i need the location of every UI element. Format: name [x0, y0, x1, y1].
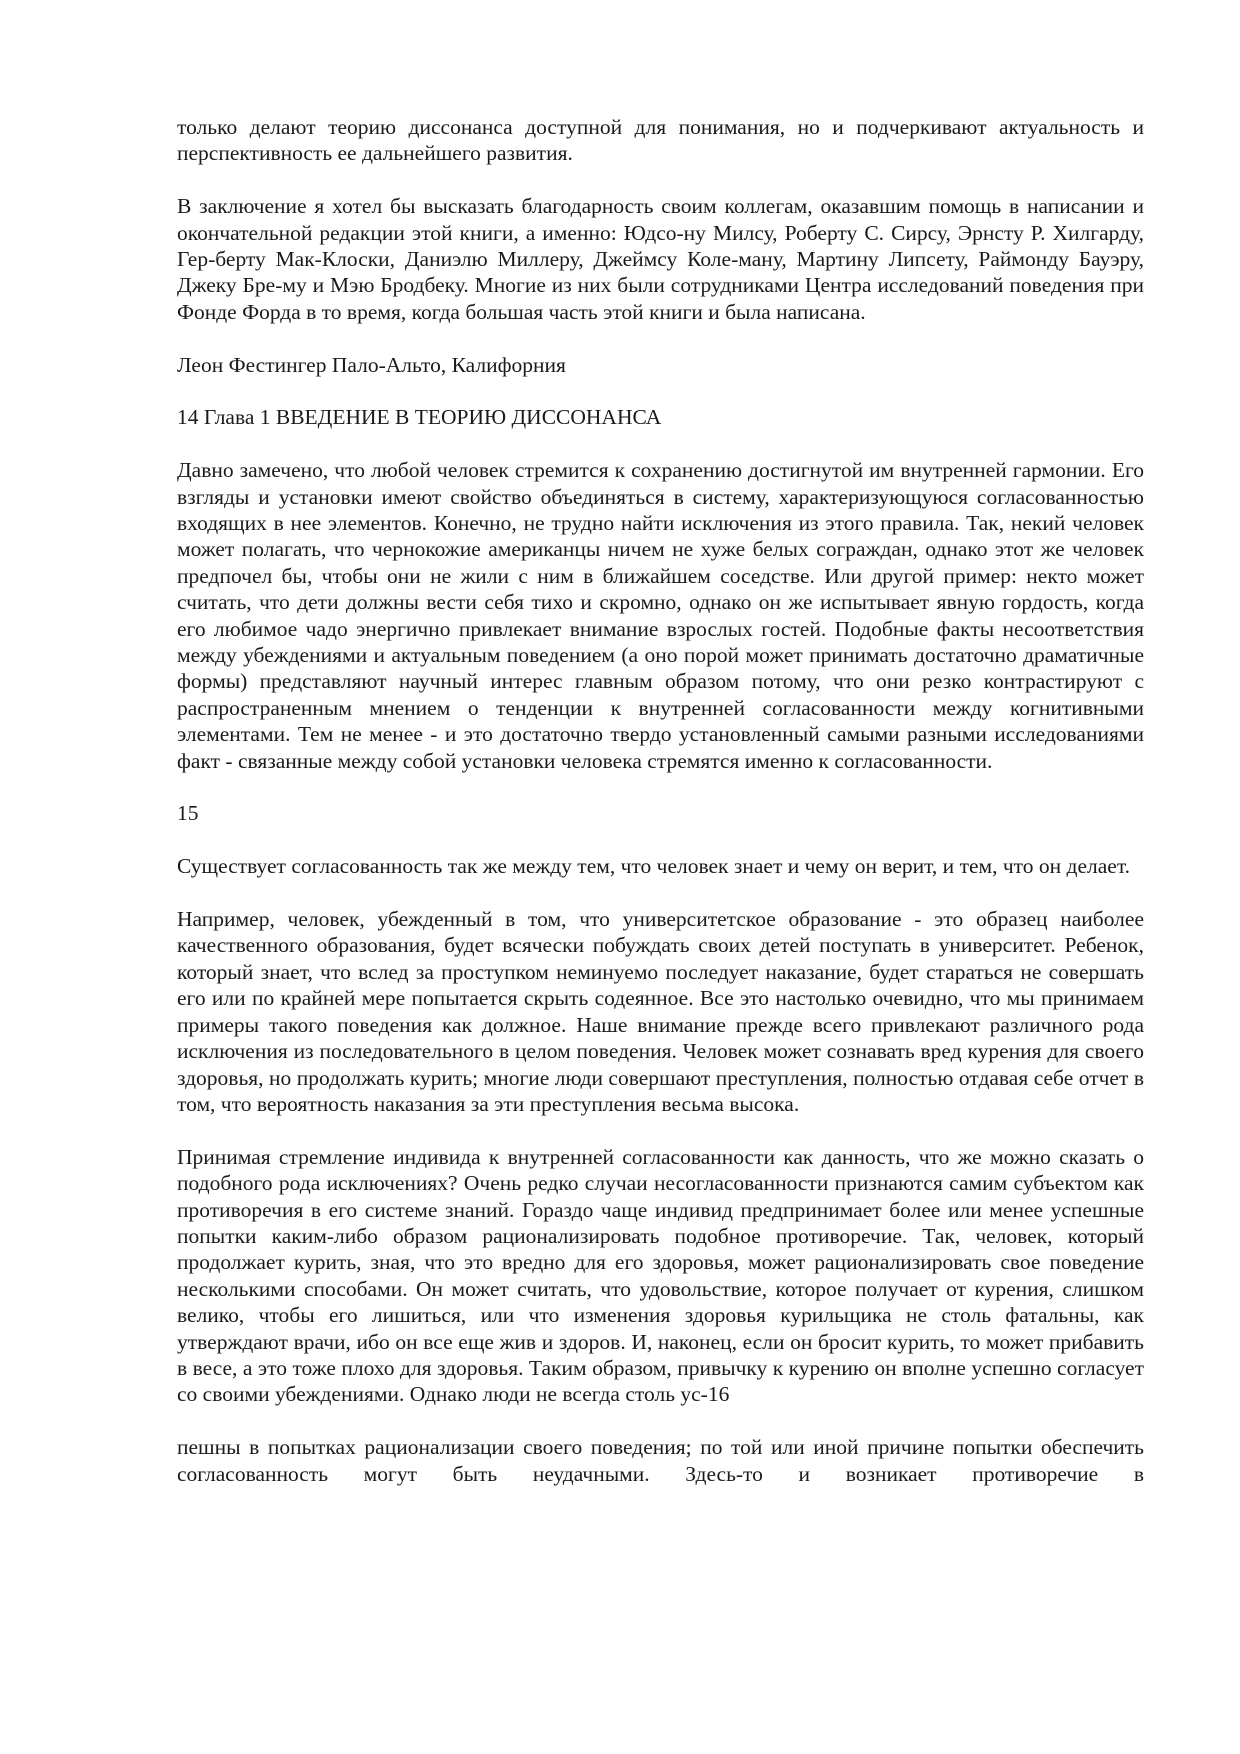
paragraph-exceptions: Принимая стремление индивида к внутренней согласованности как данность, что же можно сказать о подобного рода исключениях? Очень редко случаи несогласованности признаются самим субъектом как противоречия в его системе знаний. Гораздо чаще индивид предпринимает более или менее успешные попытки каким-либо образом рационализировать подобное противоречие. Так, человек, который продолжает курить, зная, что это вредно для его здоровья, может рационализировать свое поведение несколькими способами. Он может считать, что удовольствие, которое получает от курения, слишком велико, чтобы его лишиться, или что изменения здоровья курильщика не столь фатальны, как утверждают врачи, ибо он все еще жив и здоров. И, наконец, если он бросит курить, то может прибавить в весе, а это тоже плохо для здоровья. Таким образом, привычку к курению он вполне успешно согласует со своими убеждениями. Однако люди не всегда столь ус-16: [177, 1144, 1144, 1407]
paragraph-intro-continuation: только делают теорию диссонанса доступной для понимания, но и подчеркивают актуальность и перспективность ее дальнейшего развития.: [177, 115, 1144, 166]
page-number: 15: [177, 801, 199, 826]
author-signature: Леон Фестингер Пало-Альто, Калифорния: [177, 352, 566, 377]
document-page: [177, 114, 1144, 1513]
paragraph-harmony: Давно замечено, что любой человек стремится к сохранению достигнутой им внутренней гармонии. Его взгляды и установки имеют свойство объединяться в систему, характеризующуюся согласованностью входящих в нее элементов. Конечно, не трудно найти исключения из этого правила. Так, некий человек может полагать, что чернокожие американцы ничем не хуже белых сограждан, однако этот же человек предпочел бы, чтобы они не жили с ним в ближайшем соседстве. Или другой пример: некто может считать, что дети должны вести себя тихо и скромно, однако он же испытывает явную гордость, когда его любимое чадо энергично привлекает внимание взрослых гостей. Подобные факты несоответствия между убеждениями и актуальным поведением (а оно порой может принимать достаточно драматичные формы) представляют научный интерес главным образом потому, что они резко контрастируют с распространенным мнением о тенденции к внутренней согласованности между когнитивными элементами. Тем не менее - и это достаточно твердо установленный самыми разными исследованиями факт - связанные между собой установки человека стремятся именно к согласованности.: [177, 458, 1144, 773]
paragraph-consistency: Существует согласованность так же между тем, что человек знает и чему он верит, и тем, что он делает.: [177, 854, 1130, 879]
paragraph-example: Например, человек, убежденный в том, что университетское образование - это образец наиболее качественного образования, будет всячески побуждать своих детей поступать в университет. Ребенок, который знает, что вслед за проступком неминуемо последует наказание, будет стараться не совершать его или по крайней мере попытается скрыть содеянное. Все это настолько очевидно, что мы принимаем примеры такого поведения как должное. Наше внимание прежде всего привлекают различного рода исключения из последовательного в целом поведения. Человек может сознавать вред курения для своего здоровья, но продолжать курить; многие люди совершают преступления, полностью отдавая себе отчет в том, что вероятность наказания за эти преступления весьма высока.: [177, 907, 1144, 1116]
paragraph-acknowledgements: В заключение я хотел бы высказать благодарность своим коллегам, оказавшим помощь в написании и окончательной редакции этой книги, а именно: Юдсо-ну Милсу, Роберту С. Сирсу, Эрнсту Р. Хилгарду, Гер-берту Мак-Клоски, Даниэлю Миллеру, Джеймсу Коле-ману, Мартину Липсету, Раймонду Бауэру, Джеку Бре-му и Мэю Бродбеку. Многие из них были сотрудниками Центра исследований поведения при Фонде Форда в то время, когда большая часть этой книги и была написана.: [177, 194, 1144, 324]
paragraph-rationalization: пешны в попытках рационализации своего поведения; по той или иной причине попытки обеспечить согласованность могут быть неудачными. Здесь-то и возникает противоречие в: [177, 1435, 1144, 1486]
chapter-heading: 14 Глава 1 ВВЕДЕНИЕ В ТЕОРИЮ ДИССОНАНСА: [177, 405, 662, 430]
